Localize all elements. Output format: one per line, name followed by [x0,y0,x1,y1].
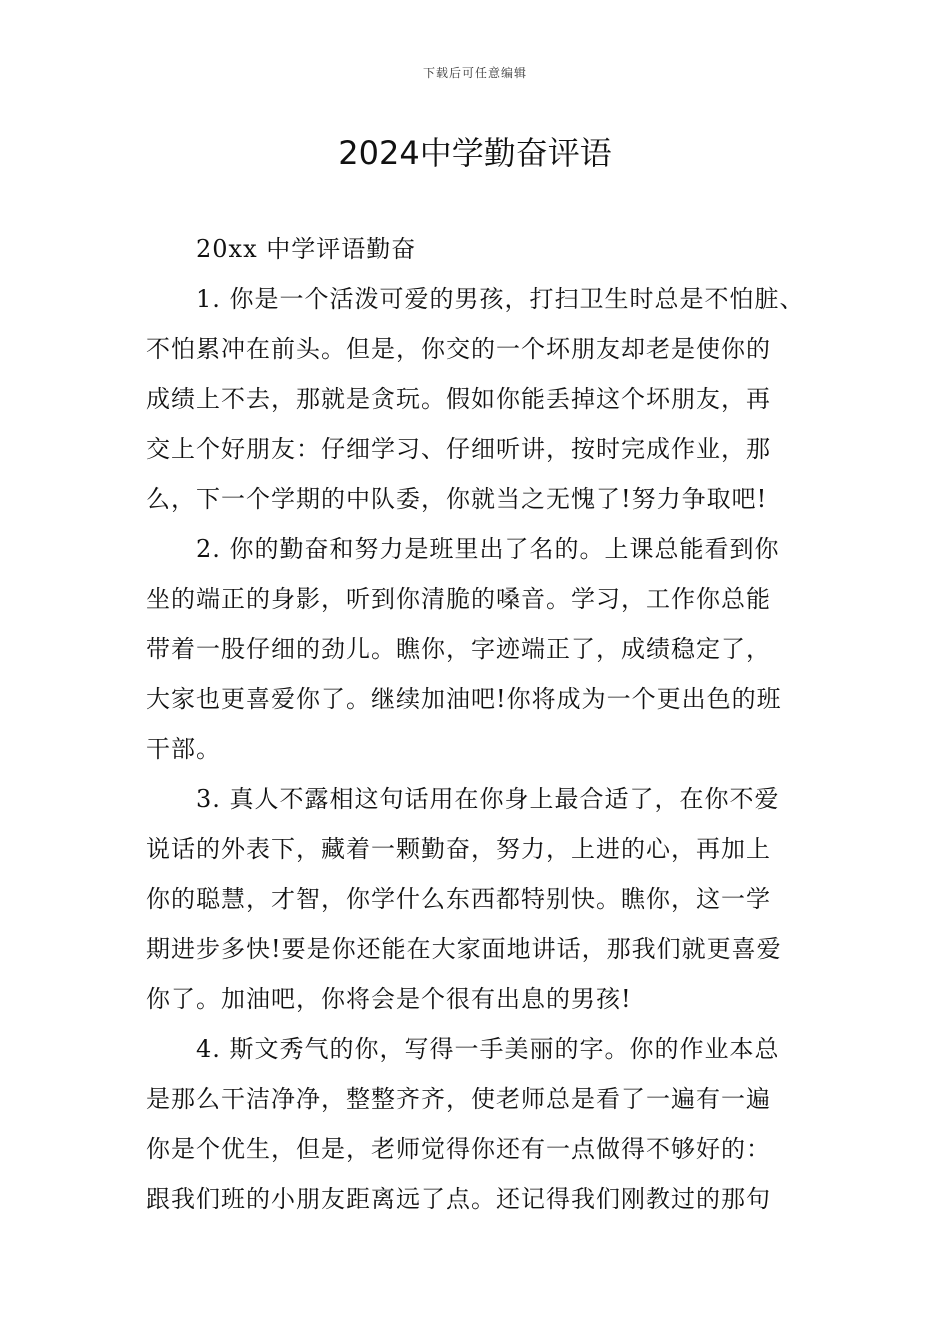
subtitle-paragraph [146,224,826,274]
paragraph-line: 坐的端正的身影，听到你清脆的嗓音。学习，工作你总能 [146,585,771,613]
paragraph-line: 4. 斯文秀气的你，写得一手美丽的字。你的作业本总 [196,1035,780,1063]
paragraph-line: 成绩上不去，那就是贪玩。假如你能丢掉这个坏朋友，再 [146,385,771,413]
paragraph-line: 不怕累冲在前头。但是，你交的一个坏朋友却老是使你的 [146,335,771,363]
paragraph-line: 干部。 [146,735,221,763]
header-note: 下载后可任意编辑 [422,66,527,80]
subtitle-line: 20xx 中学评语勤奋 [196,235,417,263]
paragraph-3 [146,774,826,1024]
paragraph-line: 么，下一个学期的中队委，你就当之无愧了!努力争取吧! [146,485,768,513]
paragraph-line: 期进步多快!要是你还能在大家面地讲话，那我们就更喜爱 [146,935,782,963]
paragraph-line: 是那么干洁净净，整整齐齐，使老师总是看了一遍有一遍 [146,1085,771,1113]
paragraph-line: 你是个优生，但是，老师觉得你还有一点做得不够好的： [146,1135,771,1163]
paragraph-4 [146,1024,826,1224]
paragraph-line: 你了。加油吧，你将会是个很有出息的男孩! [146,985,632,1013]
paragraph-line: 跟我们班的小朋友距离远了点。还记得我们刚教过的那句 [146,1185,771,1213]
paragraph-1 [146,274,826,524]
paragraph-line: 2. 你的勤奋和努力是班里出了名的。上课总能看到你 [196,535,780,563]
paragraph-line: 交上个好朋友：仔细学习、仔细听讲，按时完成作业，那 [146,435,771,463]
paragraph-line: 带着一股仔细的劲儿。瞧你，字迹端正了，成绩稳定了， [146,635,771,663]
paragraph-line: 1. 你是一个活泼可爱的男孩，打扫卫生时总是不怕脏、 [196,285,805,313]
document-title: 2024中学勤奋评语 [338,134,612,172]
document-body [146,224,826,1224]
paragraph-2 [146,524,826,774]
paragraph-line: 你的聪慧，才智，你学什么东西都特别快。瞧你，这一学 [146,885,771,913]
paragraph-line: 说话的外表下，藏着一颗勤奋，努力，上进的心，再加上 [146,835,771,863]
paragraph-line: 大家也更喜爱你了。继续加油吧!你将成为一个更出色的班 [146,685,782,713]
paragraph-line: 3. 真人不露相这句话用在你身上最合适了，在你不爱 [196,785,780,813]
